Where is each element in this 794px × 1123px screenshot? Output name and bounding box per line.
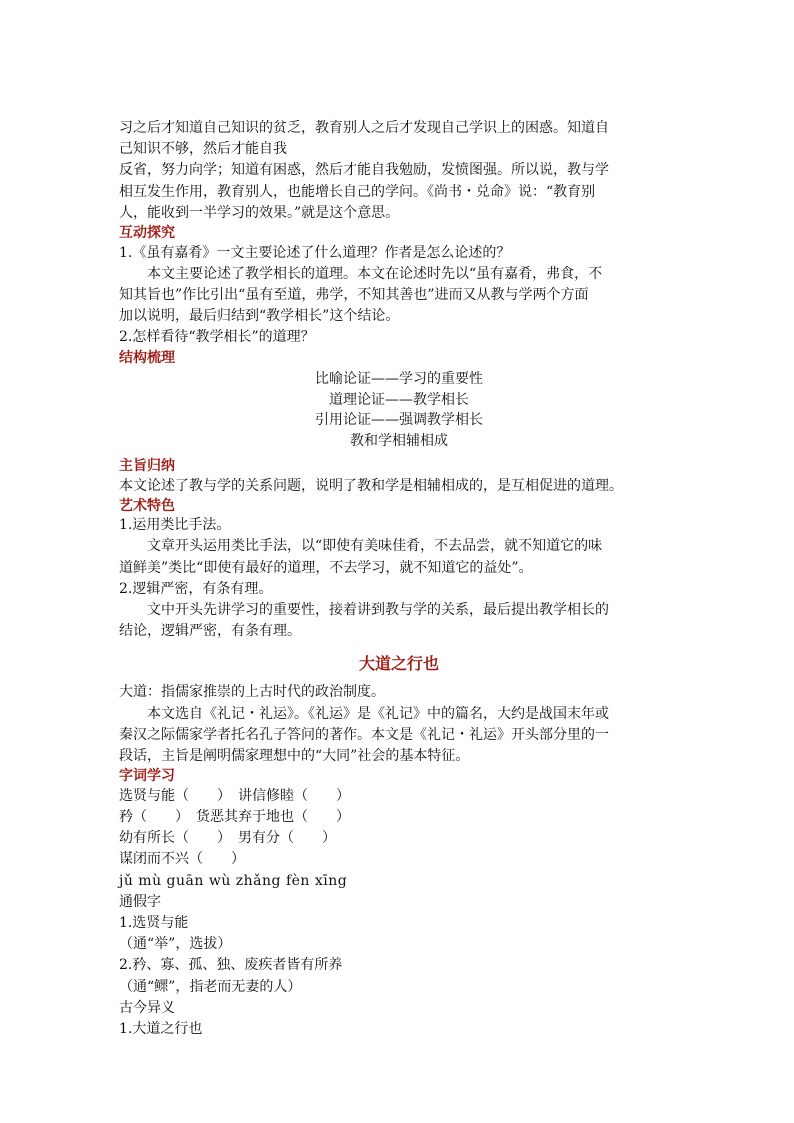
heading-structure: 结构梳理	[119, 349, 175, 366]
heading-interactive: 互动探究	[119, 225, 175, 242]
section-intro-line-1: 本文选自《礼记・礼运》。《礼运》是《礼记》中的篇名，大约是战国末年或	[147, 705, 609, 722]
definition-text: 大道：指儒家推崇的上古时代的政治制度。	[119, 684, 385, 701]
answer-1-line-3: 加以说明，最后归结到“教学相长”这个结论。	[119, 308, 400, 325]
tongjia-item-1: 1.选贤与能	[119, 914, 189, 931]
vocab-line-1: 选贤与能（ ） 讲信修睦（ ）	[119, 787, 350, 804]
heading-art: 艺术特色	[119, 497, 175, 514]
art-point-2-line-2: 结论，逻辑严密，有条有理。	[119, 623, 301, 640]
art-point-2-title: 2.逻辑严密，有条有理。	[119, 580, 273, 597]
art-point-1-line-1: 文章开头运用类比手法，以“即使有美味佳肴，不去品尝，就不知道它的味	[147, 538, 603, 555]
tongjia-note-1: （通“举”，选拔）	[119, 936, 232, 953]
heading-vocab: 字词学习	[119, 768, 175, 785]
section-intro-line-3: 段话，主旨是阐明儒家理想中的“大同”社会的基本特征。	[119, 748, 470, 765]
intro-line-4: 相互发生作用，教育别人，也能增长自己的学问。《尚书・兑命》说：“教育别	[119, 183, 596, 200]
theme-text: 本文论述了教与学的关系问题，说明了教和学是相辅相成的，是互相促进的道理。	[119, 477, 623, 494]
structure-line-2: 道理论证——教学相长	[329, 391, 469, 408]
vocab-line-4: 谋闭而不兴（ ）	[119, 851, 245, 868]
tongjia-note-2: （通“鳏”，指老而无妻的人）	[119, 978, 302, 995]
question-1: 1.《虽有嘉肴》一文主要论述了什么道理？作者是怎么论述的？	[119, 244, 511, 261]
question-2: 2.怎样看待“教学相长”的道理？	[119, 329, 315, 346]
art-point-1-title: 1.运用类比手法。	[119, 517, 231, 534]
structure-diagram	[119, 369, 679, 451]
tongjia-item-2: 2.矜、寡、孤、独、废疾者皆有所养	[119, 957, 343, 974]
intro-line-5: 人，能收到一半学习的效果。”就是这个意思。	[119, 204, 400, 221]
structure-line-3: 引用论证——强调教学相长	[315, 412, 483, 429]
pinyin-line: jǔ mù guān wù zhǎng fèn xīng	[119, 872, 348, 889]
intro-line-2: 己知识不够，然后才能自我	[119, 141, 287, 158]
tongjia-label: 通假字	[119, 893, 161, 910]
intro-line-3: 反省，努力向学；知道有困惑，然后才能自我勉励，发愤图强。所以说，教与学	[119, 162, 609, 179]
structure-line-1: 比喻论证——学习的重要性	[315, 371, 483, 388]
section-intro-line-2: 秦汉之际儒家学者托名孔子答问的著作。本文是《礼记・礼运》开头部分里的一	[119, 726, 609, 743]
art-point-2-line-1: 文中开头先讲学习的重要性，接着讲到教与学的关系，最后提出教学相长的	[147, 602, 609, 619]
heading-theme: 主旨归纳	[119, 458, 175, 475]
document-page	[119, 118, 679, 1040]
art-point-1-line-2: 道鲜美”类比“即使有最好的道理，不去学习，就不知道它的益处”。	[119, 559, 533, 576]
section-title: 大道之行也	[358, 654, 439, 674]
vocab-line-3: 幼有所长（ ） 男有分（ ）	[119, 830, 336, 847]
answer-1-line-1: 本文主要论述了教学相长的道理。本文在论述时先以“虽有嘉肴，弗食，不	[147, 265, 603, 282]
intro-line-1: 习之后才知道自己知识的贫乏，教育别人之后才发现自己学识上的困惑。知道自	[119, 120, 609, 136]
structure-line-4: 教和学相辅相成	[350, 432, 448, 449]
gujin-item-1: 1.大道之行也	[119, 1021, 203, 1037]
gujin-label: 古今异义	[119, 999, 175, 1016]
answer-1-line-2: 知其旨也”作比引出“虽有至道，弗学，不知其善也”进而又从教与学两个方面	[119, 286, 589, 303]
vocab-line-2: 矜（ ） 货恶其弃于地也（ ）	[119, 808, 350, 825]
